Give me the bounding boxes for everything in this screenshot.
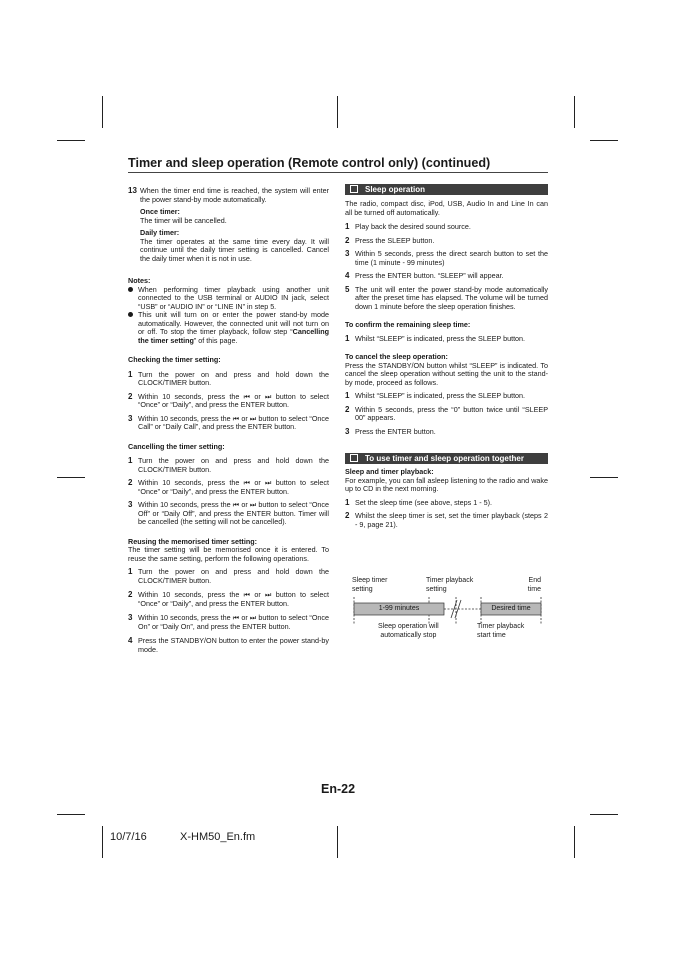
- once-timer-label: Once timer:: [140, 207, 180, 216]
- note-item: [128, 286, 329, 312]
- step-number: 2: [128, 391, 133, 401]
- page-title: Timer and sleep operation (Remote control only) (continued): [128, 156, 491, 170]
- checking-heading: Checking the timer setting:: [128, 355, 221, 364]
- step-item: [128, 568, 329, 585]
- step-text: Within 10 seconds, press the ⏮ or ⏭ button to select “Once Call” or “Daily Call”, and press the ENTER button.: [138, 413, 329, 431]
- step-item: [345, 499, 548, 508]
- diagram-label-sleep-timer-setting: Sleep timer setting: [352, 577, 388, 593]
- together-subheading: Sleep and timer playback:: [345, 467, 434, 476]
- step-item: [345, 286, 548, 312]
- step-number: 1: [345, 333, 350, 343]
- step-number: 3: [128, 613, 133, 622]
- step-number: 13: [128, 186, 137, 195]
- step-number: 2: [128, 590, 133, 599]
- reusing-steps: [128, 568, 329, 654]
- step-item: [345, 335, 548, 344]
- step-item: [128, 457, 329, 474]
- checking-steps: [128, 371, 329, 432]
- step-text: The unit will enter the power stand-by mode automatically after the preset time has elapsed. The volume will be turned down 1 minute before the sleep operation finishes.: [355, 284, 548, 311]
- once-timer-text: The timer will be cancelled.: [140, 215, 227, 225]
- sleep-operation-heading: Sleep operation: [365, 185, 426, 194]
- reusing-heading: Reusing the memorised timer setting:: [128, 536, 257, 546]
- step-text: Within 10 seconds, press the ⏮ or ⏭ button to select “Once On” or “Daily On”, and press the ENTER button.: [138, 613, 329, 631]
- diagram-label-sleep-stop: Sleep operation will automatically stop: [378, 623, 439, 639]
- sleep-steps: [345, 223, 548, 311]
- note-text: When performing timer playback using another unit connected to the USB terminal or AUDIO IN jack, select “USB” or “AUDIO IN” or “LINE IN” in step 5.: [138, 284, 329, 311]
- cancelling-steps: [128, 457, 329, 527]
- crop-mark: [337, 96, 338, 128]
- step-text: Whilst “SLEEP” is indicated, press the SLEEP button.: [355, 333, 526, 343]
- sleep-intro: The radio, compact disc, iPod, USB, Audio In and Line In can all be turned off automatically.: [345, 199, 548, 217]
- title-divider: [128, 172, 548, 173]
- step-text: Within 10 seconds, press the ⏮ or ⏭ button to select “Once” or “Daily”, and press the ENTER button.: [138, 391, 329, 409]
- step-text: Turn the power on and press and hold down the CLOCK/TIMER button.: [138, 456, 329, 474]
- crop-mark: [57, 140, 85, 141]
- step-number: 3: [345, 249, 350, 258]
- note-item: [128, 311, 329, 345]
- together-intro: For example, you can fall asleep listening to the radio and wake up to CD in the next morning.: [345, 475, 548, 493]
- daily-timer: [128, 229, 329, 263]
- step-text: Press the ENTER button. “SLEEP” will appear.: [355, 271, 504, 280]
- page-number: En-22: [321, 782, 356, 796]
- step-text: Play back the desired sound source.: [355, 222, 471, 231]
- sleep-operation-bar: [345, 184, 548, 195]
- crop-mark: [57, 814, 85, 815]
- step-item: [128, 393, 329, 410]
- step-number: 1: [128, 369, 133, 379]
- step-number: 2: [345, 511, 350, 520]
- step-text: Within 10 seconds, press the ⏮ or ⏭ button to select “Once” or “Daily”, and press the ENTER button.: [138, 478, 329, 496]
- square-icon: [350, 454, 358, 462]
- daily-timer-label: Daily timer:: [140, 228, 180, 237]
- step-item: [128, 479, 329, 496]
- step-item: [345, 237, 548, 246]
- step-text: Within 5 seconds, press the direct search button to set the time (1 minute - 99 minutes): [355, 249, 548, 267]
- confirm-steps: [345, 335, 548, 344]
- together-steps: [345, 499, 548, 530]
- crop-mark: [337, 826, 338, 858]
- daily-timer-text: The timer operates at the same time every day. It will continue until the daily timer setting is cancelled. Cancel the daily timer when it is not in use.: [140, 236, 329, 263]
- step-item: [345, 250, 548, 267]
- step-number: 2: [128, 478, 133, 487]
- note-text: ” of this page.: [193, 335, 238, 345]
- step-text: Whilst “SLEEP” is indicated, press the SLEEP button.: [355, 391, 526, 400]
- note-link-text: Cancelling the timer setting: [138, 327, 329, 345]
- cancel-sleep-steps: [345, 392, 548, 436]
- step-text: Set the sleep time (see above, steps 1 - 5).: [355, 497, 493, 507]
- step-number: 4: [128, 636, 133, 645]
- step-item: [128, 501, 329, 527]
- step-item: [128, 614, 329, 631]
- step-number: 3: [128, 500, 133, 509]
- step-number: 5: [345, 284, 350, 294]
- diagram-box-minutes: 1-99 minutes: [378, 605, 420, 612]
- crop-mark: [574, 826, 575, 858]
- crop-mark: [590, 477, 618, 478]
- step-item: [128, 371, 329, 388]
- step-number: 4: [345, 271, 350, 280]
- together-bar: [345, 453, 548, 464]
- diagram-label-playback-start: Timer playback start time: [477, 623, 525, 639]
- right-column: [345, 184, 548, 529]
- diagram-label-end-time: End time: [527, 577, 541, 593]
- step-text: Within 10 seconds, press the ⏮ or ⏭ button to select “Once Off” or “Daily Off”, and press the ENTER button. Timer will be cancelled (the setting will not be cancelled).: [138, 500, 329, 526]
- step-number: 2: [345, 404, 350, 414]
- step-item: [345, 272, 548, 281]
- confirm-heading: To confirm the remaining sleep time:: [345, 320, 471, 329]
- bullet-icon: [128, 287, 133, 292]
- crop-mark: [590, 814, 618, 815]
- step-13: [128, 187, 329, 204]
- step-item: [345, 406, 548, 423]
- footer-date: 10/7/16: [110, 831, 147, 843]
- crop-mark: [102, 826, 103, 858]
- square-icon: [350, 185, 358, 193]
- step-number: 2: [345, 235, 350, 245]
- step-number: 3: [345, 426, 350, 436]
- footer-filename: X-HM50_En.fm: [180, 831, 256, 843]
- together-heading: To use timer and sleep operation together: [365, 454, 524, 463]
- step-text: Whilst the sleep timer is set, set the timer playback (steps 2 - 9, page 21).: [355, 511, 548, 529]
- once-timer: [128, 208, 329, 225]
- step-text: Within 10 seconds, press the ⏮ or ⏭ button to select “Once” or “Daily”, and press the ENTER button.: [138, 590, 329, 608]
- crop-mark: [574, 96, 575, 128]
- step-item: [345, 392, 548, 401]
- reusing-intro: The timer setting will be memorised once it is entered. To reuse the same setting, perform the following operations.: [128, 545, 329, 563]
- cancel-sleep-heading: To cancel the sleep operation:: [345, 352, 448, 361]
- crop-mark: [57, 477, 85, 478]
- step-number: 1: [345, 497, 350, 507]
- diagram-label-timer-playback-setting: Timer playback setting: [426, 577, 474, 593]
- step-text: Press the ENTER button.: [355, 426, 436, 436]
- diagram-box-desired: Desired time: [491, 605, 531, 612]
- step-number: 1: [128, 456, 133, 465]
- step-text: Press the SLEEP button.: [355, 235, 435, 245]
- cancel-sleep-intro: Press the STANDBY/ON button whilst “SLEEP” is indicated. To cancel the sleep operation without setting the unit to the stand-by mode, proceed as follows.: [345, 360, 548, 387]
- step-item: [345, 512, 548, 529]
- step-text: Within 5 seconds, press the “0” button twice until “SLEEP 00” appears.: [355, 404, 548, 422]
- step-number: 3: [128, 413, 133, 423]
- step-text: When the timer end time is reached, the system will enter the power stand-by mode automatically.: [140, 186, 329, 204]
- step-item: [128, 415, 329, 432]
- note-text: This unit will turn on or enter the power stand-by mode automatically. However, the connected unit will not turn on or off. To stop the timer playback, follow step “: [138, 310, 329, 336]
- step-item: [345, 223, 548, 232]
- crop-mark: [590, 140, 618, 141]
- step-text: Press the STANDBY/ON button to enter the power stand-by mode.: [138, 636, 329, 654]
- notes-label: Notes:: [128, 276, 151, 285]
- step-number: 1: [345, 222, 350, 231]
- step-item: [128, 637, 329, 654]
- step-number: 1: [128, 567, 133, 576]
- left-column: [128, 187, 329, 654]
- step-number: 1: [345, 391, 350, 400]
- step-text: Turn the power on and press and hold down the CLOCK/TIMER button.: [138, 567, 329, 585]
- step-item: [128, 591, 329, 608]
- crop-mark: [102, 96, 103, 128]
- step-text: Turn the power on and press and hold down the CLOCK/TIMER button.: [138, 369, 329, 387]
- cancelling-heading: Cancelling the timer setting:: [128, 441, 225, 451]
- bullet-icon: [128, 312, 133, 317]
- step-item: [345, 428, 548, 437]
